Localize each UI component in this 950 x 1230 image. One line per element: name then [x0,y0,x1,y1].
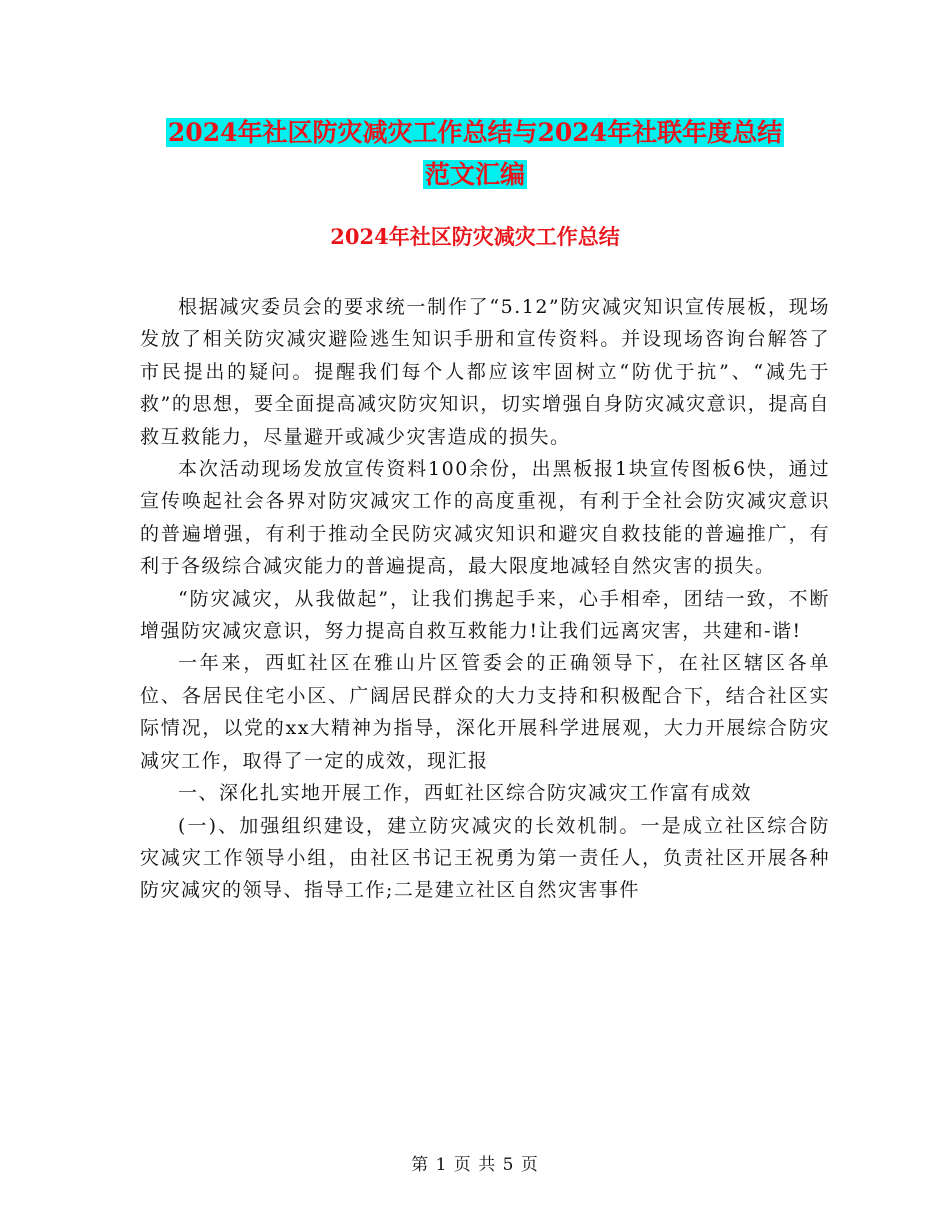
paragraph-5: 一、深化扎实地开展工作，西虹社区综合防灾减灾工作富有成效 [178,782,753,805]
paragraph-2: 本次活动现场发放宣传资料100余份，出黑板报1块宣传图板6快，通过宣传唤起社会各界对防灾减灾工作的高度重视，有利于全社会防灾减灾意识的普遍增强，有利于推动全民防灾减灾知识和避灾自救技能的普遍推广，有利于各级综合减灾能力的普遍提高，最大限度地减轻自然灾害的损失。 [140,458,830,578]
page-number-footer: 第 1 页 共 5 页 [411,1155,539,1175]
section-title: 2024年社区防灾减灾工作总结 [330,224,620,249]
document-body [140,291,830,907]
document-title [0,112,950,196]
document-title-line-1: 2024年社区防灾减灾工作总结与2024年社联年度总结 [167,118,783,147]
paragraph-4: 一年来，西虹社区在雅山片区管委会的正确领导下，在社区辖区各单位、各居民住宅小区、广阔居民群众的大力支持和积极配合下，结合社区实际情况，以党的xx大精神为指导，深化开展科学进展观，大力开展综合防灾减灾工作，取得了一定的成效，现汇报 [140,652,830,772]
paragraph-6: (一)、加强组织建设，建立防灾减灾的长效机制。一是成立社区综合防灾减灾工作领导小组，由社区书记王祝勇为第一责任人，负责社区开展各种防灾减灾的领导、指导工作;二是建立社区自然灾害事件 [140,814,830,902]
paragraph-1: 根据减灾委员会的要求统一制作了“5.12”防灾减灾知识宣传展板，现场发放了相关防灾减灾避险逃生知识手册和宣传资料。并设现场咨询台解答了市民提出的疑问。提醒我们每个人都应该牢固树立“防优于抗”、“减先于救”的思想，要全面提高减灾防灾知识，切实增强自身防灾减灾意识，提高自救互救能力，尽量避开或减少灾害造成的损失。 [140,296,830,448]
document-title-line-2: 范文汇编 [424,160,525,189]
paragraph-3: “防灾减灾，从我做起”，让我们携起手来，心手相牵，团结一致，不断增强防灾减灾意识，努力提高自救互救能力!让我们远离灾害，共建和-谐! [140,587,830,643]
